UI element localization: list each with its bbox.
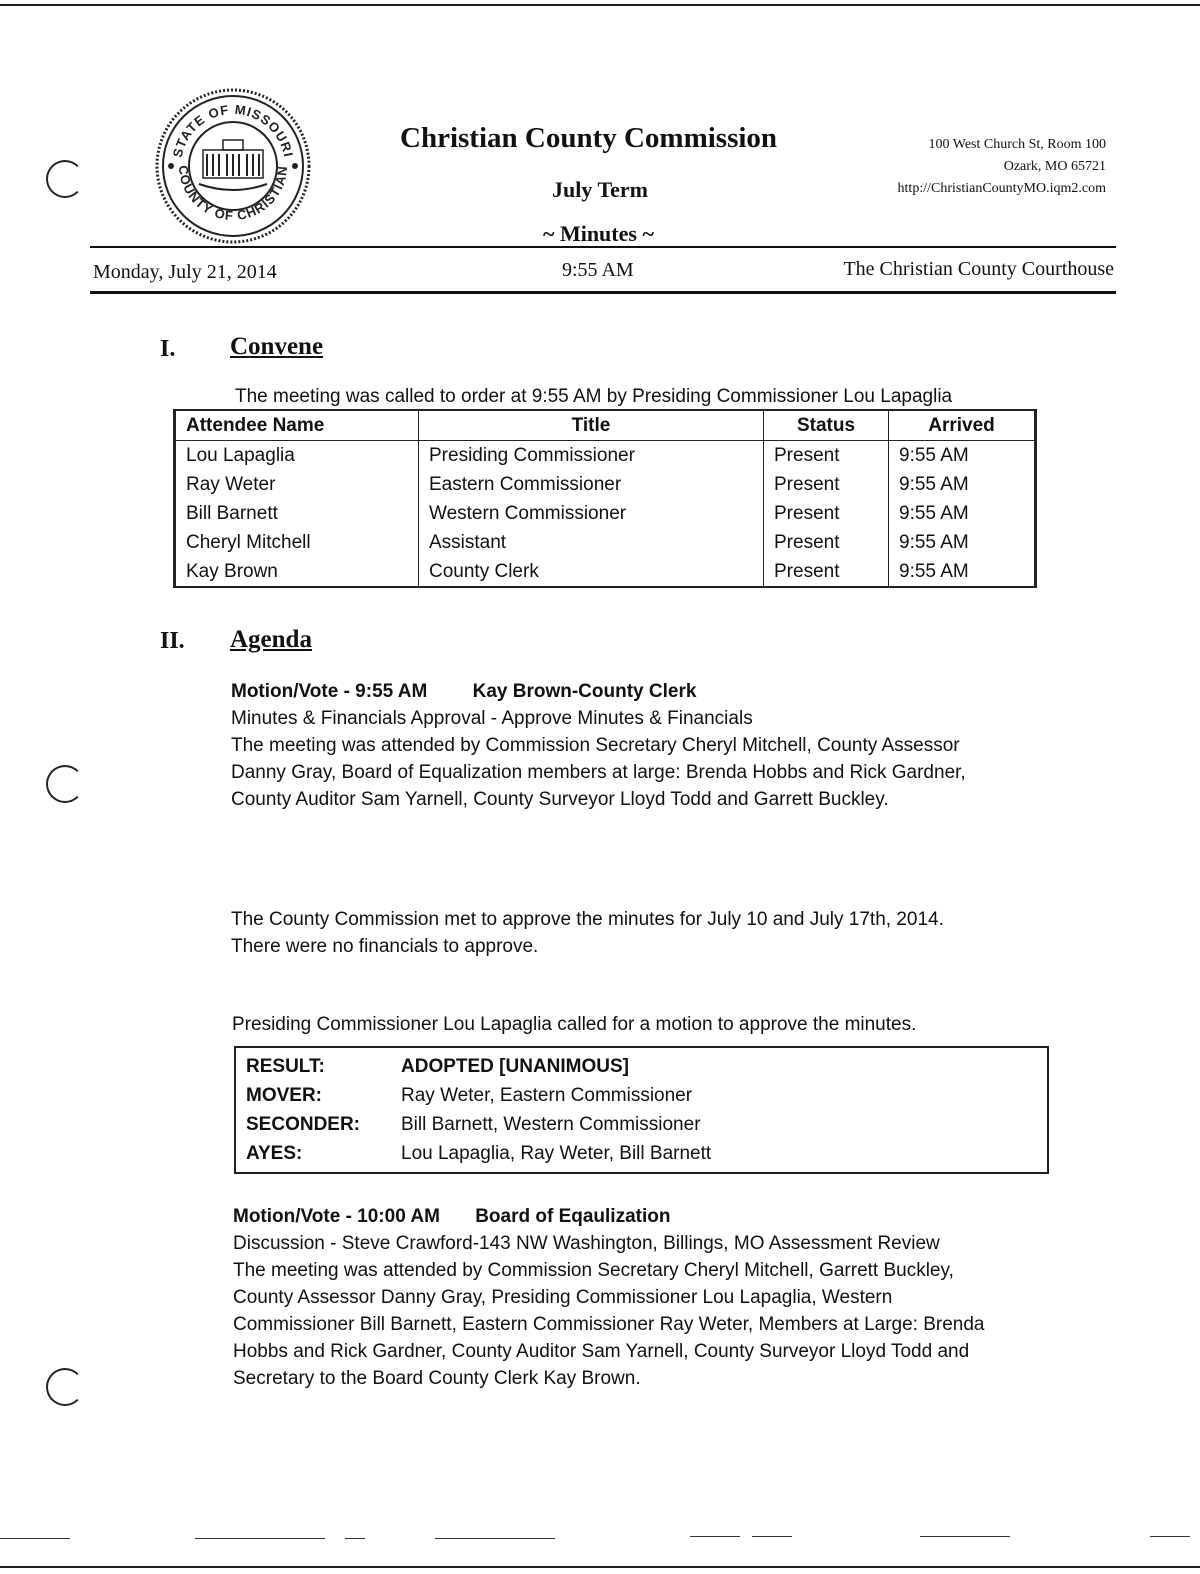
minutes-label: ~ Minutes ~	[543, 221, 654, 246]
attendee-name: Ray Weter	[176, 470, 419, 499]
svg-text:COUNTY OF CHRISTIAN: COUNTY OF CHRISTIAN	[175, 164, 291, 224]
seconder-value: Bill Barnett, Western Commissioner	[401, 1113, 701, 1135]
result-label: RESULT:	[246, 1055, 325, 1077]
table-row	[176, 557, 1035, 586]
vote-row-mover	[236, 1081, 721, 1110]
attendee-table	[173, 409, 1037, 588]
motion-presenter: Kay Brown-County Clerk	[472, 681, 697, 702]
address-line-2: Ozark, MO 65721	[1003, 159, 1106, 174]
ayes-value: Lou Lapaglia, Ray Weter, Bill Barnett	[401, 1142, 712, 1164]
attended-line: Secretary to the Board County Clerk Kay Brown.	[233, 1368, 641, 1389]
attendee-status: Present	[764, 470, 889, 499]
attendee-arrived: 9:55 AM	[889, 470, 1035, 499]
county-seal-icon	[155, 88, 311, 244]
scan-dash	[752, 1536, 792, 1537]
punch-hole	[46, 1368, 84, 1406]
motion-label: Motion/Vote - 9:55 AM	[231, 681, 428, 702]
attendee-arrived: 9:55 AM	[889, 528, 1035, 557]
ayes-label: AYES:	[246, 1142, 303, 1164]
agenda-item-1	[231, 678, 1131, 813]
commission-title: Christian County Commission	[400, 122, 778, 154]
scan-dash	[345, 1538, 365, 1539]
website-link[interactable]: http://ChristianCountyMO.iqm2.com	[897, 181, 1106, 196]
result-value: ADOPTED [UNANIMOUS]	[401, 1055, 629, 1077]
meeting-location: The Christian County Courthouse	[843, 258, 1114, 280]
col-title: Title	[419, 411, 764, 441]
header-rule-top	[90, 246, 1116, 248]
attendee-arrived: 9:55 AM	[889, 441, 1035, 471]
section-title-agenda: Agenda	[230, 626, 312, 653]
attendee-name: Kay Brown	[176, 557, 419, 586]
approve-line: The County Commission met to approve the minutes for July 10 and July 17th, 2014.	[231, 909, 944, 930]
address-block	[846, 134, 1106, 200]
attendee-table-header	[176, 411, 1035, 441]
col-status: Status	[764, 411, 889, 441]
approve-line: There were no financials to approve.	[231, 936, 539, 957]
punch-hole	[46, 765, 84, 803]
vote-row-ayes	[236, 1139, 721, 1168]
term-label: July Term	[552, 177, 648, 202]
agenda-item-1-heading	[231, 678, 1131, 705]
attendee-arrived: 9:55 AM	[889, 499, 1035, 528]
svg-text:STATE OF MISSOURI: STATE OF MISSOURI	[169, 101, 297, 159]
attended-line: Hobbs and Rick Gardner, County Auditor Sam Yarnell, County Surveyor Lloyd Todd and	[233, 1341, 970, 1362]
scan-dash	[920, 1536, 1010, 1537]
address-line-1: 100 West Church St, Room 100	[928, 137, 1106, 152]
convene-intro: The meeting was called to order at 9:55 AM by Presiding Commissioner Lou Lapaglia	[235, 386, 953, 407]
attendee-name: Lou Lapaglia	[176, 441, 419, 471]
motion-presenter: Board of Eqaulization	[475, 1206, 671, 1227]
attendee-name: Cheryl Mitchell	[176, 528, 419, 557]
motion-call-line: Presiding Commissioner Lou Lapaglia called for a motion to approve the minutes.	[232, 1014, 917, 1035]
attendee-title: Western Commissioner	[419, 499, 764, 528]
attendee-status: Present	[764, 528, 889, 557]
attendee-status: Present	[764, 557, 889, 586]
approve-paragraph	[231, 906, 1131, 960]
seconder-label: SECONDER:	[246, 1113, 361, 1135]
scan-dash	[435, 1538, 555, 1539]
vote-result-box	[234, 1046, 1049, 1174]
agenda-item-subject: Minutes & Financials Approval - Approve Minutes & Financials	[231, 708, 753, 729]
scan-bottom-edge	[0, 1566, 1200, 1568]
table-row	[176, 528, 1035, 557]
agenda-item-subject: Discussion - Steve Crawford-143 NW Washington, Billings, MO Assessment Review	[233, 1233, 940, 1254]
motion-label: Motion/Vote - 10:00 AM	[233, 1206, 440, 1227]
attended-line: The meeting was attended by Commission Secretary Cheryl Mitchell, County Assessor	[231, 735, 960, 756]
header-rule-bottom	[90, 291, 1116, 294]
table-row	[176, 470, 1035, 499]
col-attendee-name: Attendee Name	[176, 411, 419, 441]
section-number-agenda: II.	[160, 628, 185, 654]
attended-line: County Assessor Danny Gray, Presiding Commissioner Lou Lapaglia, Western	[233, 1287, 893, 1308]
vote-row-result	[236, 1052, 721, 1081]
attended-line: Commissioner Bill Barnett, Eastern Commissioner Ray Weter, Members at Large: Brenda	[233, 1314, 985, 1335]
punch-hole	[46, 160, 84, 198]
agenda-item-2	[233, 1203, 1133, 1392]
table-row	[176, 499, 1035, 528]
attended-line: Danny Gray, Board of Equalization members at large: Brenda Hobbs and Rick Gardner,	[231, 762, 966, 783]
attendee-status: Present	[764, 441, 889, 471]
scan-dash	[1150, 1536, 1190, 1537]
attendee-title: Assistant	[419, 528, 764, 557]
scan-top-edge	[0, 4, 1200, 6]
scan-dash	[0, 1538, 70, 1539]
meeting-time: 9:55 AM	[562, 259, 634, 281]
col-arrived: Arrived	[889, 411, 1035, 441]
mover-value: Ray Weter, Eastern Commissioner	[401, 1084, 693, 1106]
attendee-status: Present	[764, 499, 889, 528]
attendee-arrived: 9:55 AM	[889, 557, 1035, 586]
scan-dash	[195, 1538, 325, 1539]
mover-label: MOVER:	[246, 1084, 322, 1106]
vote-row-seconder	[236, 1110, 721, 1139]
attendee-name: Bill Barnett	[176, 499, 419, 528]
scan-dash	[690, 1536, 740, 1537]
section-number-convene: I.	[160, 336, 176, 362]
attendee-title: County Clerk	[419, 557, 764, 586]
agenda-item-2-heading	[233, 1203, 1133, 1230]
attended-line: The meeting was attended by Commission Secretary Cheryl Mitchell, Garrett Buckley,	[233, 1260, 954, 1281]
attendee-title: Eastern Commissioner	[419, 470, 764, 499]
attended-line: County Auditor Sam Yarnell, County Surveyor Lloyd Todd and Garrett Buckley.	[231, 789, 889, 810]
meeting-date: Monday, July 21, 2014	[93, 261, 277, 283]
section-title-convene: Convene	[230, 333, 324, 360]
table-row	[176, 441, 1035, 471]
attendee-title: Presiding Commissioner	[419, 441, 764, 471]
